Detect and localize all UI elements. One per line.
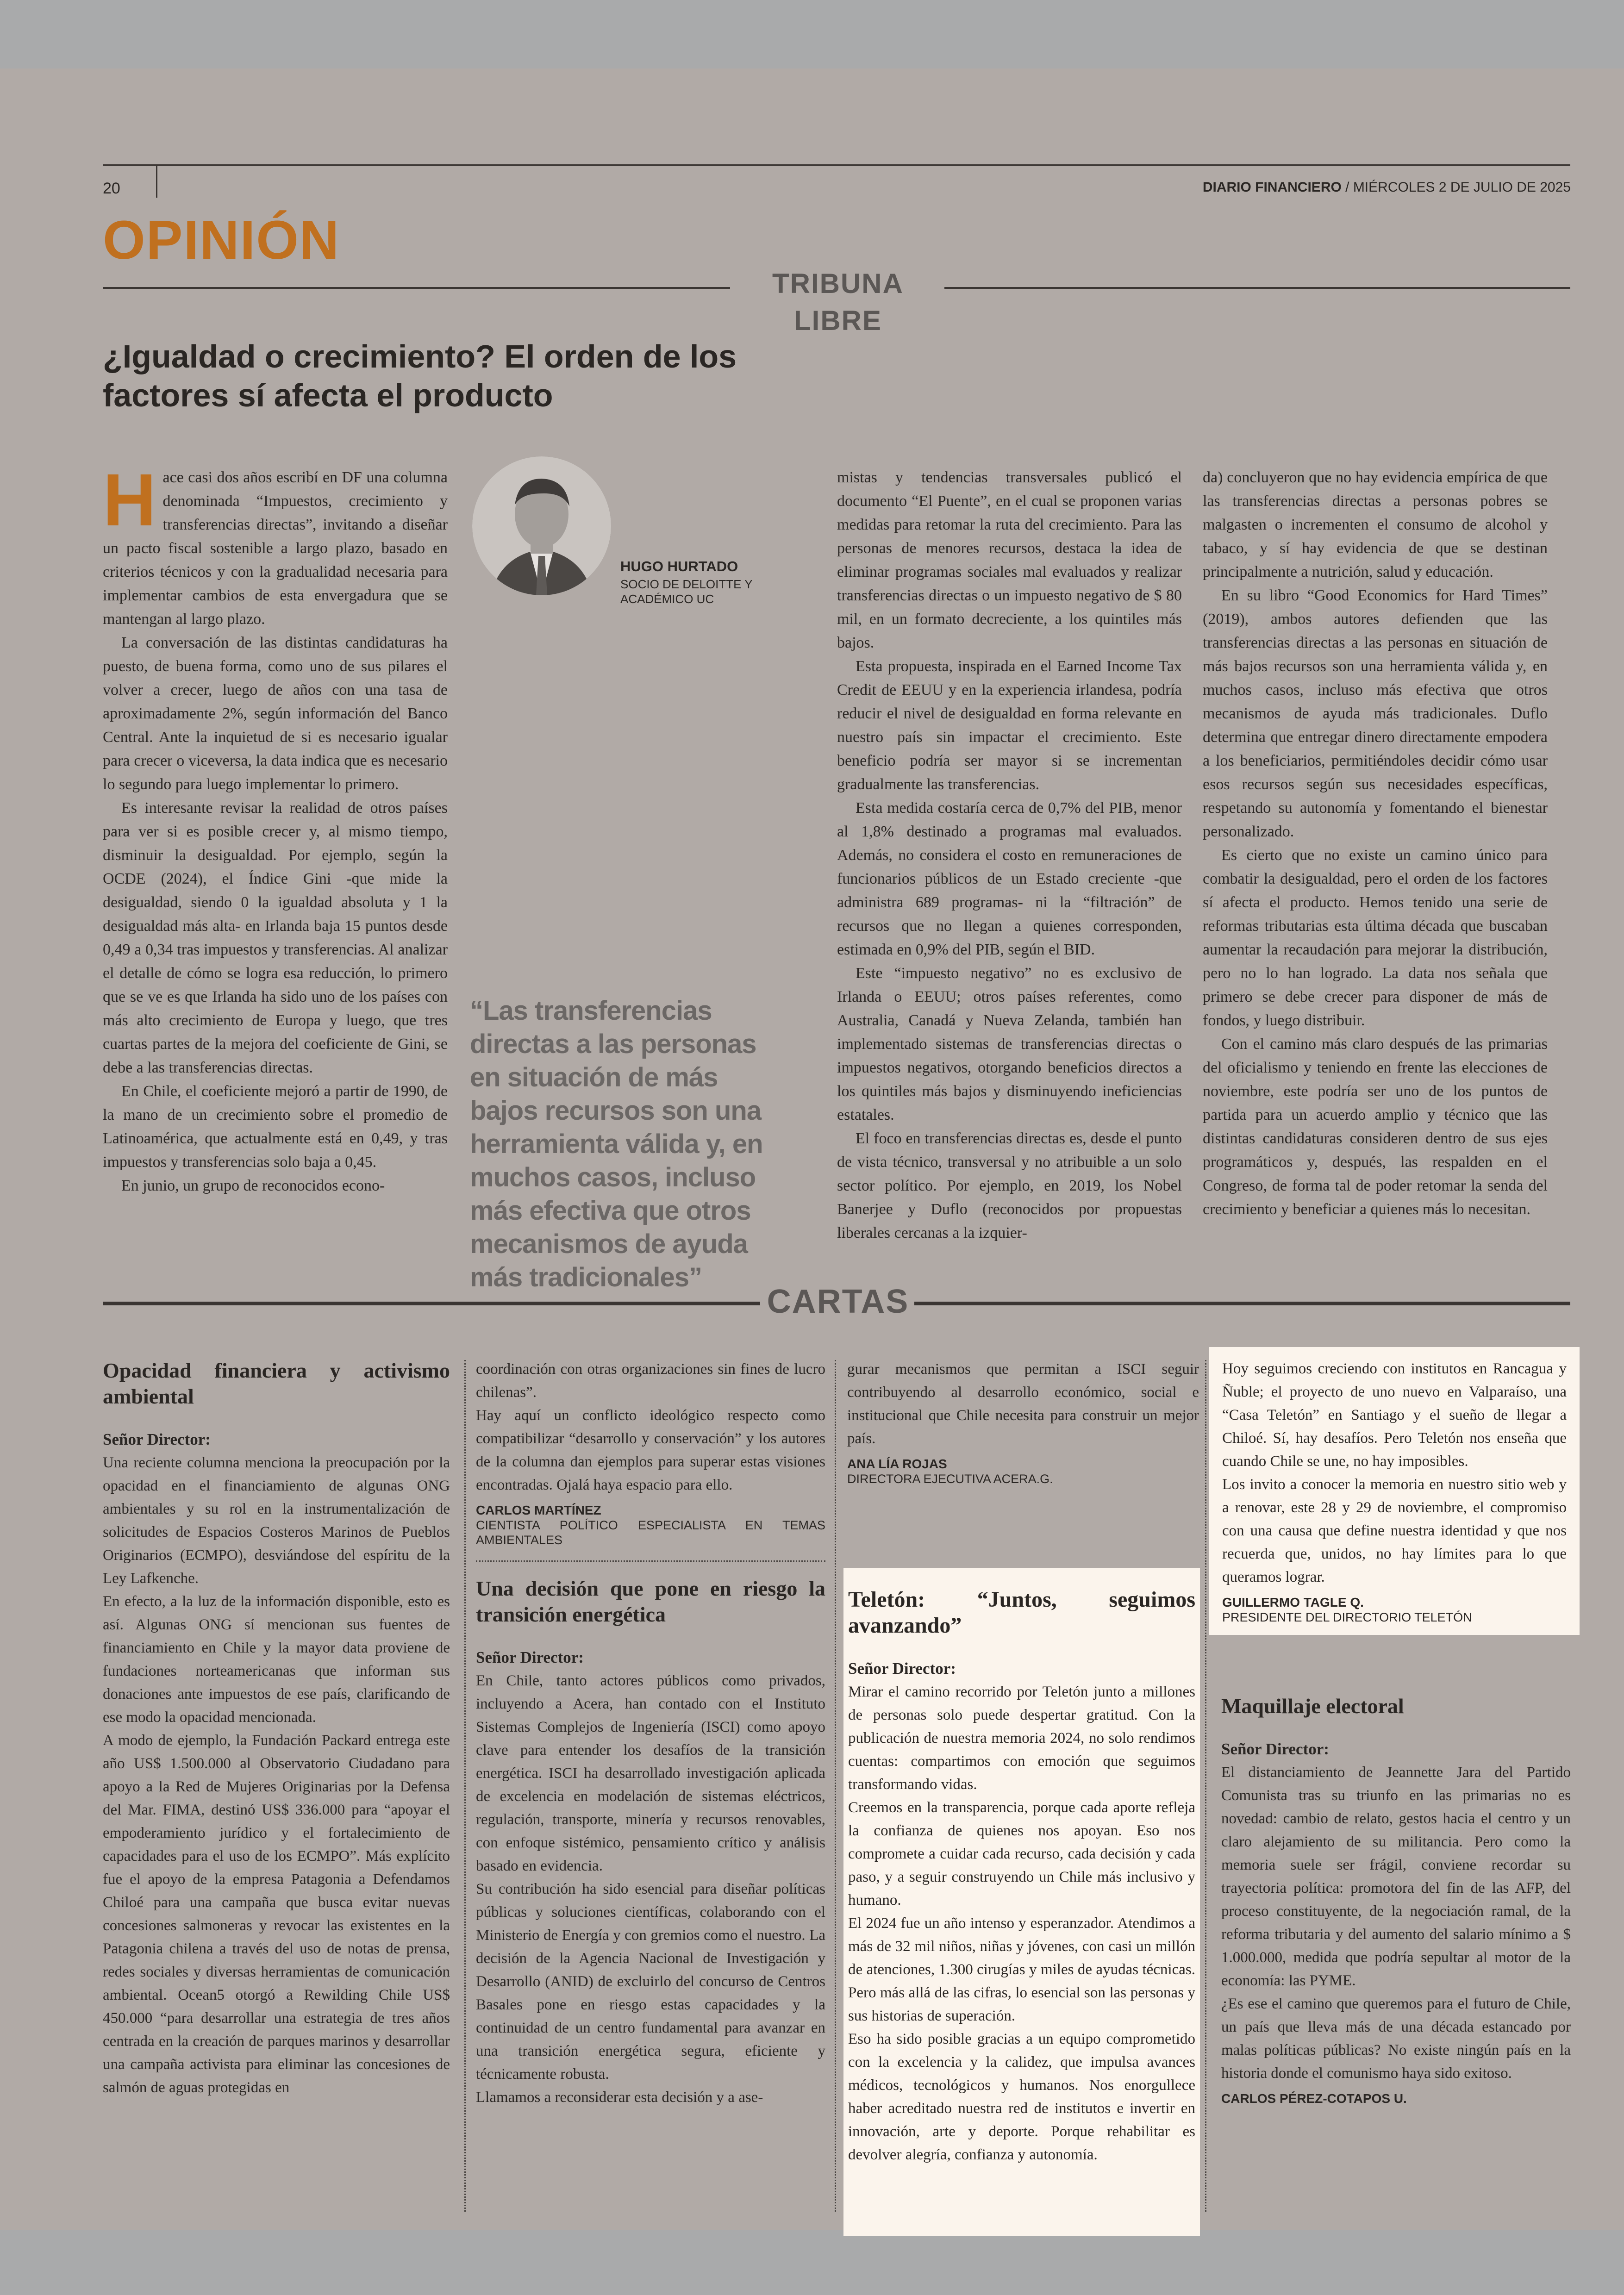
letter-title: Teletón: “Juntos, seguimos avanzando” <box>848 1587 1195 1638</box>
letter-signature <box>476 1503 825 1547</box>
letter-greeting: Señor Director: <box>103 1430 211 1448</box>
issue-date: / MIÉRCOLES 2 DE JULIO DE 2025 <box>1341 180 1571 195</box>
tribuna-rule-right <box>944 287 1570 289</box>
article-paragraph: En junio, un grupo de reconocidos econo- <box>121 1177 385 1194</box>
top-rule <box>103 164 1570 166</box>
letter-opacidad <box>103 1358 450 2099</box>
letter-signature <box>1221 2091 1571 2106</box>
newspaper-page <box>0 69 1624 2230</box>
article-paragraph: Esta medida costaría cerca de 0,7% del PIB, menor al 1,8% destinado a programas mal evaluados. Además, no considera el costo en remuneraciones de funcionarios públicos de un Estado creciente -que administra 689 programas- ni la “filtración” de recursos que no llegan a quienes corresponden, estimada en 0,9% del PIB, según el BID. <box>837 799 1182 958</box>
dropcap: H <box>103 458 156 541</box>
article-paragraph: ace casi dos años escribí en DF una columna denominada “Impuestos, crecimiento y transferencias directas”, invitando a diseñar un pacto fiscal sostenible a largo plazo, basado en criterios técnicos y con la gradualidad necesaria para implementar cambios de esta envergadura que se mantengan al largo plazo. <box>103 469 448 628</box>
article-column-4 <box>1203 466 1548 1221</box>
cartas-rule-right <box>914 1302 1570 1305</box>
letter-paragraph: El 2024 fue un año intenso y esperanzador. Atendimos a más de 32 mil niños, niñas y jóvenes, con casi un millón de atenciones, 1.300 cirugías y miles de ayudas técnicas. Pero más allá de las cifras, lo esencial son las personas y sus historias de superación. <box>848 1915 1195 2024</box>
page-number: 20 <box>103 180 120 197</box>
letter-paragraph: En efecto, a la luz de la información disponible, esto es así. Algunas ONG sí mencionan sus fuentes de financiamiento en Chile y la mayor data proviene de fundaciones norteamericanas que informan sus donaciones ante impuestos de ese país, clarificando de ese modo la opacidad mencionada. <box>103 1593 450 1726</box>
article-paragraph: El foco en transferencias directas es, desde el punto de vista técnico, transversal y no atribuible a un solo sector político. Por ejemplo, en 2019, los Nobel Banerjee y Duflo (reconocidos por propuestas liberales cercanas a la izquier- <box>837 1130 1182 1241</box>
signature-name: CARLOS MARTÍNEZ <box>476 1503 601 1517</box>
letter-paragraph: Mirar el camino recorrido por Teletón junto a millones de personas solo puede despertar gratitud. Con la publicación de nuestra memoria 2024, no solo rendimos cuentas: compartimos con emoción que seguimos transformando vidas. <box>848 1684 1195 1793</box>
letter-paragraph: Llamamos a reconsiderar esta decisión y a ase- <box>476 2089 763 2106</box>
article-paragraph: En Chile, el coeficiente mejoró a partir de 1990, de la mano de un crecimiento sobre el promedio de Latinoamérica, que actualmente está en 0,49, y tras impuestos y transferencias solo baja a 0,45. <box>103 1083 448 1171</box>
tribuna-rule-left <box>103 287 730 289</box>
letter-paragraph: Eso ha sido posible gracias a un equipo comprometido con la excelencia y la calidez, que impulsa avances médicos, tecnológicos y humanos. Nos enorgullece haber acreditado nuestra red de institutos e invertir en innovación, arte y deporte. Porque rehabilitar es devolver alegría, confianza y autonomía. <box>848 2031 1195 2163</box>
cartas-rule-left <box>103 1302 760 1305</box>
article-title: ¿Igualdad o crecimiento? El orden de los factores sí afecta el producto <box>103 338 737 413</box>
letter-paragraph: Los invito a conocer la memoria en nuestro sitio web y a renovar, este 28 y 29 de noviembre, el compromiso con una causa que define nuestra identidad y que nos recuerda que, unidos, no hay límites para lo que queramos lograr. <box>1222 1476 1567 1585</box>
article-column-3 <box>837 466 1182 1245</box>
letter-greeting: Señor Director: <box>476 1648 584 1666</box>
article-paragraph: Es interesante revisar la realidad de otros países para ver si es posible crecer y, al mismo tiempo, disminuir la desigualdad. Por ejemplo, según la OCDE (2024), el Índice Gini -que mide la desigualdad, siendo 0 la igualdad absoluta y 1 la desigualdad más alta- en Irlanda baja 15 puntos desde 0,49 a 0,34 tras impuestos y transferencias. Al analizar el detalle de cómo se logra esa reducción, lo primero que se ve es que Irlanda ha sido uno de los países con más alto crecimiento de Europa y luego, que tres cuartas partes de la mejora del coeficiente de Gini, se debe a las transferencias directas. <box>103 799 448 1076</box>
letter-paragraph: Hoy seguimos creciendo con institutos en Rancagua y Ñuble; el proyecto de uno nuevo en Valparaíso, una “Casa Teletón” en Santiago y el sueño de llegar a Chiloé. Sí, hay desafíos. Pero Teletón nos enseña que cuando Chile se une, no hay imposibles. <box>1222 1360 1567 1470</box>
letter-paragraph: Su contribución ha sido esencial para diseñar políticas públicas y soluciones científicas, colaborando con el Ministerio de Energía y con gremios como el nuestro. La decisión de la Agencia Nacional de Investigación y Desarrollo (ANID) de excluirlo del concurso de Centros Basales pone en riesgo estas capacidades y la continuidad de un centro fundamental para avanzar en una transición energética segura, eficiente y técnicamente robusta. <box>476 1881 825 2083</box>
article-paragraph: Con el camino más claro después de las primarias del oficialismo y teniendo en frente las elecciones de noviembre, este podría ser uno de los puntos de partida para un acuerdo amplio y técnico que las distintas candidaturas consideren dentro de sus ejes programáticos y, después, las respalden en el Congreso, de forma tal de poder retomar la senda del crecimiento y beneficiar a quienes más lo necesitan. <box>1203 1035 1548 1218</box>
letters-column-3 <box>847 1358 1199 1486</box>
letter-title: Opacidad financiera y activismo ambiental <box>103 1359 450 1408</box>
article-paragraph: Este “impuesto negativo” no es exclusivo de Irlanda o EEUU; otros países referentes, como Australia, Canadá y Nueva Zelanda, también han implementado sistemas de transferencias directas o impuestos negativos, otorgando beneficios directos a los quintiles más bajos y disminuyendo ineficiencias estatales. <box>837 965 1182 1123</box>
letter-greeting: Señor Director: <box>1221 1740 1329 1758</box>
signature-name: ANA LÍA ROJAS <box>847 1457 947 1471</box>
letter-greeting: Señor Director: <box>848 1659 956 1678</box>
letter-paragraph: ¿Es ese el camino que queremos para el futuro de Chile, un país que lleva más de una década estancado por malas políticas públicas? No existe ningún país en la historia donde el comunismo haya sido exitoso. <box>1221 1996 1571 2082</box>
letter-paragraph: A modo de ejemplo, la Fundación Packard entrega este año US$ 1.500.000 al Observatorio Ciudadano para apoyo a la Red de Mujeres Originarias por la Defensa del Mar. FIMA, destinó US$ 336.000 para “apoyar el empoderamiento jurídico y el fortalecimiento de capacidades para el uso de los ECMPO”. Más explícito fue el apoyo de la empresa Patagonia a Defendamos Chiloé para una campaña que busca evitar nuevas concesiones salmoneras y revocar las existentes en la Patagonia chilena a través del uso de notas de prensa, redes sociales y diversas herramientas de comunicación ambiental. Ocean5 otorgó a Rewilding Chile US$ 450.000 “para desarrollar una estrategia de tres años centrada en la creación de parques marinos y desarrollar una campaña activista para eliminar las concesiones de salmón de aguas protegidas en <box>103 1732 450 2096</box>
column-divider <box>464 1360 466 2212</box>
author-byline <box>620 558 773 606</box>
column-divider <box>1205 1360 1206 2212</box>
letter-separator <box>476 1560 825 1562</box>
publication-dateline <box>1203 180 1571 195</box>
column-divider <box>835 1360 836 2212</box>
signature-role: CIENTISTA POLÍTICO ESPECIALISTA EN TEMAS AMBIENTALES <box>476 1518 825 1547</box>
article-paragraph: da) concluyeron que no hay evidencia empírica de que las transferencias directas a personas pobres se malgasten o incrementen el consumo de alcohol y tabaco, y sí hay evidencia de que se destinan principalmente a nutrición, salud y educación. <box>1203 469 1548 580</box>
author-photo <box>472 456 611 595</box>
letter-signature <box>1222 1595 1567 1625</box>
signature-role: PRESIDENTE DEL DIRECTORIO TELETÓN <box>1222 1610 1472 1624</box>
article-paragraph: La conversación de las distintas candidaturas ha puesto, de buena forma, como uno de sus pilares el volver a crecer, luego de años con una tasa de aproximadamente 2%, según información del Banco Central. Ante la inquietud de si es necesario igualar para crecer o viceversa, la data indica que es necesario lo segundo para luego implementar lo primero. <box>103 634 448 793</box>
cartas-title: CARTAS <box>767 1283 909 1320</box>
signature-name: CARLOS PÉREZ-COTAPOS U. <box>1221 2091 1407 2106</box>
letter-teleton <box>843 1568 1200 2236</box>
letter-paragraph: coordinación con otras organizaciones sin fines de lucro chilenas”. <box>476 1361 825 1401</box>
letter-paragraph: gurar mecanismos que permitan a ISCI seguir contribuyendo al desarrollo económico, social e institucional que Chile necesita para construir un mejor país. <box>847 1361 1199 1447</box>
article-paragraph: Esta propuesta, inspirada en el Earned Income Tax Credit de EEUU y en la experiencia irlandesa, podría reducir el nivel de desigualdad en forma relevante en nuestro país sin impactar el crecimiento. Este beneficio podría ser mayor si se incrementan gradualmente las transferencias. <box>837 658 1182 793</box>
article-column-1 <box>103 458 448 1197</box>
author-role: SOCIO DE DELOITTE Y ACADÉMICO UC <box>620 577 753 606</box>
article-paragraph: mistas y tendencias transversales publicó el documento “El Puente”, en el cual se proponen varias medidas para retomar la ruta del crecimiento. Para las personas de menores recursos, destaca la idea de eliminar programas sociales mal evaluados y realizar transferencias directas o un impuesto negativo de $ 80 mil, en un formato decreciente, a los quintiles más bajos. <box>837 469 1182 651</box>
article-paragraph: Es cierto que no existe un camino único para combatir la desigualdad, pero el orden de los factores sí afecta el producto. Hemos tenido una serie de reformas tributarias esta última década que buscaban aumentar la recaudación para mejorar la distribución, pero no lo han logrado. La data nos señala que primero se debe crecer para disponer de más de fondos, y luego distribuir. <box>1203 847 1548 1029</box>
article-paragraph: En su libro “Good Economics for Hard Times” (2019), ambos autores defienden que las transferencias directas a las personas en situación de más bajos recursos son una herramienta válida y, en muchos casos, incluso más efectiva que otros mecanismos de ayuda más tradicionales. Duflo determina que entregar dinero directamente empodera a los beneficiarios, permitiéndoles decidir cómo usar esos recursos según sus necesidades específicas, respetando su autonomía y fomentando el bienestar personalizado. <box>1203 587 1548 840</box>
letter-paragraph: En Chile, tanto actores públicos como privados, incluyendo a Acera, han contado con el Instituto Sistemas Complejos de Ingeniería (ISCI) como apoyo clave para entender los desafíos de la transición energética. ISCI ha desarrollado investigación aplicada de excelencia en modelación de sistemas eléctricos, regulación, transporte, minería y recursos renovables, con enfoque sistémico, pensamiento crítico y análisis basado en evidencia. <box>476 1672 825 1874</box>
letter-teleton-continued <box>1209 1347 1580 1635</box>
subsection-title: TRIBUNA LIBRE <box>772 268 904 336</box>
letter-signature <box>847 1457 1199 1486</box>
signature-name: GUILLERMO TAGLE Q. <box>1222 1595 1364 1609</box>
letter-title: Una decisión que pone en riesgo la transición energética <box>476 1577 825 1626</box>
letters-column-2 <box>476 1358 825 2109</box>
pull-quote: “Las transferencias directas a las personas en situación de más bajos recursos son una herramienta válida y, en muchos casos, incluso más efectiva que otros mecanismos de ayuda más tradicionales” <box>470 996 763 1292</box>
page-number-divider <box>156 164 157 198</box>
section-title: OPINIÓN <box>103 210 340 271</box>
letter-paragraph: Hay aquí un conflicto ideológico respecto como compatibilizar “desarrollo y conservación” y los autores de la columna dan ejemplos para superar estas visiones encontradas. Ojalá haya espacio para ello. <box>476 1407 825 1493</box>
publication-name: DIARIO FINANCIERO <box>1202 180 1342 195</box>
letter-paragraph: El distanciamiento de Jeannette Jara del Partido Comunista tras su triunfo en las primarias no es novedad: cambio de relato, gestos hacia el centro y un claro alejamiento de su militancia. Pero como la memoria suele ser frágil, conviene recordar su trayectoria política: promotora del fin de las AFP, del proceso constituyente, de la negociación ramal, de la reforma tributaria y del aumento del salario mínimo a $ 1.000.000, medida que podría sepultar al motor de la economía: las PYME. <box>1221 1764 1571 1989</box>
signature-role: DIRECTORA EJECUTIVA ACERA.G. <box>847 1472 1053 1486</box>
letter-title: Maquillaje electoral <box>1221 1694 1404 1718</box>
author-name: HUGO HURTADO <box>620 558 738 574</box>
letter-maquillaje <box>1221 1693 1571 2106</box>
author-portrait-icon <box>472 456 611 595</box>
letter-paragraph: Una reciente columna menciona la preocupación por la opacidad en el financiamiento de algunas ONG ambientales y su rol en la instrumentalización de solicitudes de Espacios Costeros Marinos de Pueblos Originarios (ECMPO), desviándose del espíritu de la Ley Lafkenche. <box>103 1454 450 1587</box>
letter-paragraph: Creemos en la transparencia, porque cada aporte refleja la confianza de quienes nos apoyan. Eso nos compromete a cuidar cada recurso, cada decisión y cada paso, y a seguir construyendo un Chile más inclusivo y humano. <box>848 1799 1195 1908</box>
